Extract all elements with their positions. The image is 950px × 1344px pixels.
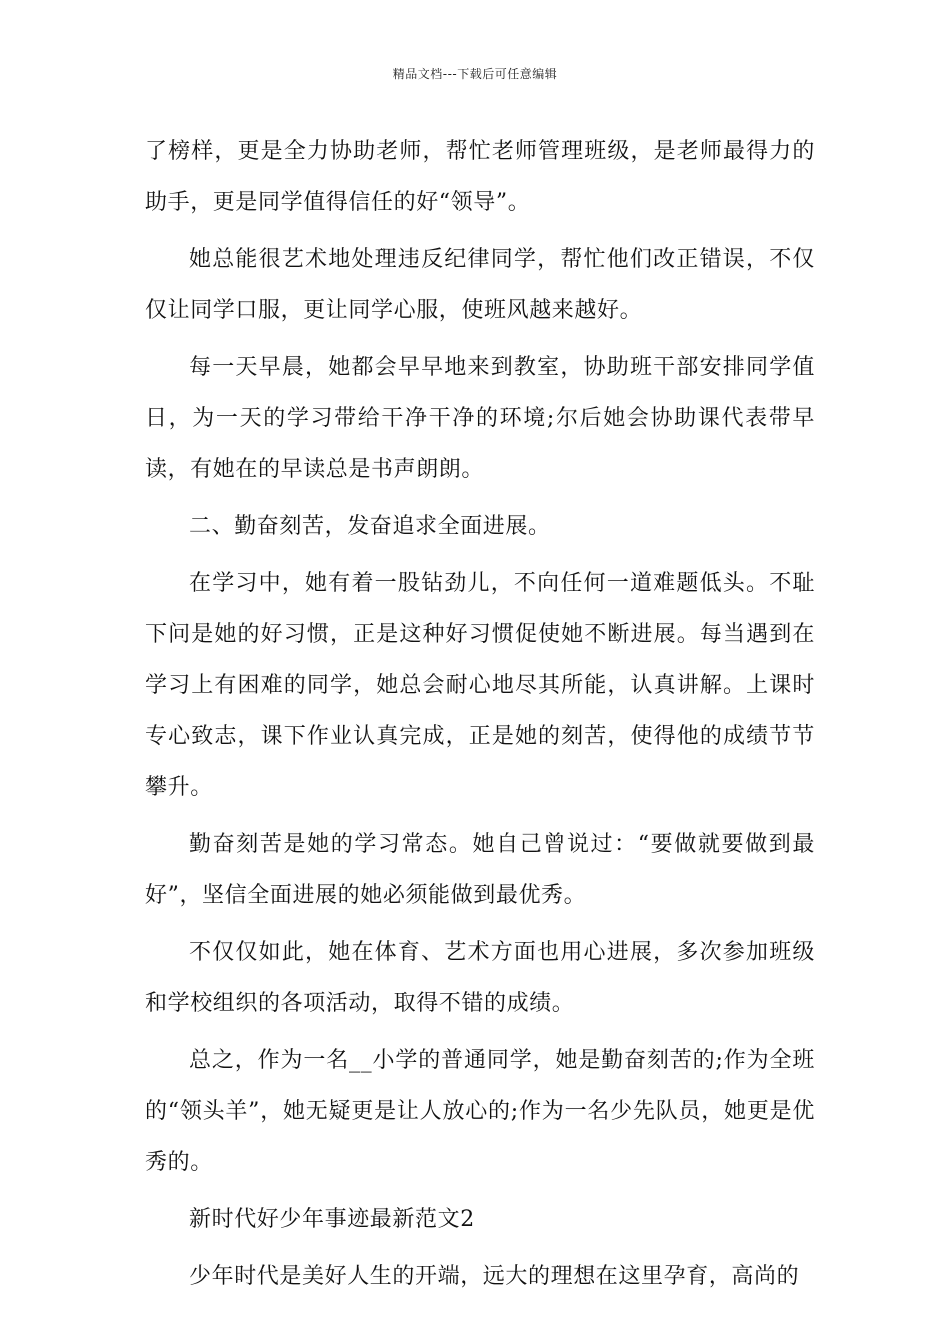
section-heading: 二、勤奋刻苦，发奋追求全面进展。 bbox=[189, 514, 551, 539]
paragraph: 总之，作为一名__小学的普通同学，她是勤奋刻苦的;作为全班的“领头羊”，她无疑更是让人放心的;作为一名少先队员，她更是优秀的。 bbox=[145, 1048, 815, 1175]
article-title: 新时代好少年事迹最新范文2 bbox=[189, 1207, 475, 1232]
paragraph: 勤奋刻苦是她的学习常态。她自己曾说过：“要做就要做到最好”，坚信全面进展的她必须能做到最优秀。 bbox=[145, 832, 815, 908]
paragraph: 了榜样，更是全力协助老师，帮忙老师管理班级，是老师最得力的助手，更是同学值得信任的好“领导”。 bbox=[145, 139, 815, 215]
paragraph: 每一天早晨，她都会早早地来到教室，协助班干部安排同学值日，为一天的学习带给干净干净的环境;尔后她会协助课代表带早读，有她在的早读总是书声朗朗。 bbox=[145, 355, 815, 482]
paragraph: 不仅仅如此，她在体育、艺术方面也用心进展，多次参加班级和学校组织的各项活动，取得不错的成绩。 bbox=[145, 940, 815, 1016]
paragraph: 她总能很艺术地处理违反纪律同学，帮忙他们改正错误，不仅仅让同学口服，更让同学心服，使班风越来越好。 bbox=[145, 247, 815, 323]
page-header: 精品文档---下载后可任意编辑 bbox=[392, 67, 558, 81]
paragraph: 在学习中，她有着一股钻劲儿，不向任何一道难题低头。不耻下问是她的好习惯，正是这种好习惯促使她不断进展。每当遇到在学习上有困难的同学，她总会耐心地尽其所能，认真讲解。上课时专心致志，课下作业认真完成，正是她的刻苦，使得他的成绩节节攀升。 bbox=[145, 571, 815, 800]
paragraph: 少年时代是美好人生的开端，远大的理想在这里孕育，高尚的 bbox=[189, 1264, 800, 1289]
document-body bbox=[145, 126, 815, 1308]
